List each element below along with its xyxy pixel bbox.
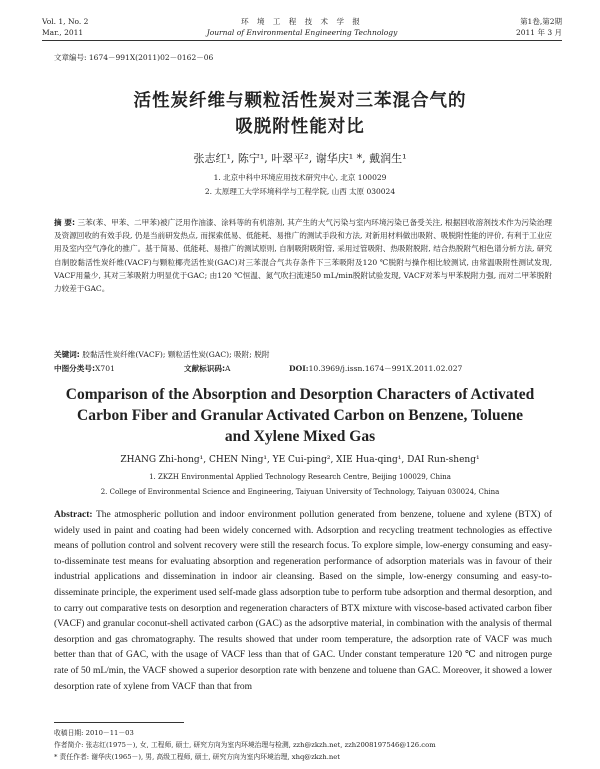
clc-value: X701 xyxy=(95,364,115,373)
header-journal-en: Journal of Environmental Engineering Technology xyxy=(206,28,398,37)
chinese-title xyxy=(60,88,540,140)
chinese-title-line-2: 吸脱附性能对比 xyxy=(235,117,365,137)
doi-value: 10.3969/j.issn.1674－991X.2011.02.027 xyxy=(308,364,463,373)
english-title xyxy=(40,384,560,447)
chinese-abstract xyxy=(54,216,552,295)
doc-code-value: A xyxy=(225,364,231,373)
english-abstract-text: The atmospheric pollution and indoor environment pollution generated from benzene, toluene and xylene (BTX) of widely used in paint and coating had been widely concerned with. Adsorption and recycling treatment technologies as effective means of pollution control and solvent recovery were still the research focus. To explore simple, low-energy consuming and easy-to-disseminate test means for evaluating absorption and regeneration performance of adsorption materials was in favour of their industrial applications and dissemination in indoor air cleansing. Based on the simple, low-energy consuming and easy-to-disseminate principle, the experiment used self-made glass adsorption tube to perform tube adsorption and thermal desorption, and to carry out comparative tests on desorption and regeneration characters of BTX mixture with viscose-based activated carbon fiber (VACF) and granular coconut-shell activated carbon (GAC) as the adsorptive material, in combination with the analysis of thermal desorption and gas chromatography. The results showed that under room temperature, the adsorption rate of VACF was much better than that of GAC, with the usage of VACF less than that of GAC. Under constant temperature 120 ℃ and nitrogen purge rate of 50 mL/min, the VACF showed a superior desorption rate with benzene and toluene than GAC. Moreover, it showed a lower desorption rate of xylene from VACF than that from xyxy=(54,510,552,692)
doc-code-label: 文献标识码: xyxy=(184,364,226,373)
footnote-author-info: 作者简介: 张志红(1975－), 女, 工程师, 硕士, 研究方向为室内环境治理与检测, zzh@zkzh.net, zzh2008197546@126.com xyxy=(54,741,436,749)
english-abstract-label: Abstract: xyxy=(54,510,93,520)
english-title-line-3: and Xylene Mixed Gas xyxy=(224,428,376,445)
chinese-abstract-text: 三苯(苯、甲苯、二甲苯)被广泛用作油漆、涂料等的有机溶剂, 其产生的大气污染与室内环境污染已备受关注, 根据回收溶剂技术作为污染治理及资源回收的有效手段, 仍是当前研发热点, 而探索低易、低能耗、易推广的测试手段和方法, 对新用材料做出吸附、吸脱附性能的评价, 有利于工业应用及室内空气净化的推广。基于简易、低能耗、易推广的测试原则, 自制吸附吸附管, 采用过管吸附、热吸附脱附, 结合热脱附气相色谱分析方法, 研究自制胶黏活性炭纤维(VACF)与颗粒椰壳活性炭(GAC)对三苯混合气共存条件下三苯吸附及120 ℃脱附与操作相比较测试, 由常温吸附性测试发现, VACF用量少, 其对三苯吸附力明显优于GAC; 由120 ℃恒温、氮气吹扫流速50 mL/min脱附试验发现, VACF对苯与甲苯脱附力强, 而对二甲苯脱附力较差于GAC。 xyxy=(54,218,552,294)
header-date-zh: 2011 年 3 月 xyxy=(515,28,562,37)
footnote-rule xyxy=(54,722,184,723)
header-issue-block xyxy=(516,16,562,38)
chinese-title-line-1: 活性炭纤维与颗粒活性炭对三苯混合气的 xyxy=(133,91,467,111)
article-number: 文章编号: 1674－991X(2011)02－0162－06 xyxy=(54,53,214,62)
english-affiliation-1: 1. ZKZH Environmental Applied Technology Research Centre, Beijing 100029, China xyxy=(149,473,451,481)
footnote-corresponding: * 责任作者: 谢华庆(1965－), 男, 高级工程师, 硕士, 研究方向为室内环境治理, xhq@zkzh.net xyxy=(54,753,341,761)
doc-code-block xyxy=(184,363,231,374)
footnote-received: 收稿日期: 2010－11－03 xyxy=(54,729,134,737)
chinese-affiliation-1: 1. 北京中科中环境应用技术研究中心, 北京 100029 xyxy=(213,173,387,182)
english-authors: ZHANG Zhi-hong¹, CHEN Ning¹, YE Cui-ping², XIE Hua-qing¹, DAI Run-sheng¹ xyxy=(120,455,480,465)
chinese-abstract-label: 摘 要: xyxy=(54,218,76,227)
header-issue-zh: 第1卷,第2期 xyxy=(520,17,562,26)
chinese-keywords xyxy=(54,349,552,360)
clc-block xyxy=(54,363,115,374)
header-rule xyxy=(42,40,562,41)
header-volume: Vol. 1, No. 2 xyxy=(42,17,89,26)
chinese-keywords-text: 胶黏活性炭纤维(VACF); 颗粒活性炭(GAC); 吸附; 脱附 xyxy=(82,350,270,359)
chinese-keywords-label: 关键词: xyxy=(54,350,80,359)
doi-block xyxy=(289,363,462,374)
doi-label: DOI: xyxy=(289,364,309,373)
english-title-line-1: Comparison of the Absorption and Desorption Characters of Activated xyxy=(65,386,535,403)
header-journal-zh: 环 境 工 程 技 术 学 报 xyxy=(241,17,363,26)
english-affiliation-2: 2. College of Environmental Science and Engineering, Taiyuan University of Technology, Taiyuan 030024, China xyxy=(100,488,500,496)
clc-label: 中图分类号: xyxy=(54,364,96,373)
chinese-authors: 张志红¹, 陈宁¹, 叶翠平², 谢华庆¹ *, 戴润生¹ xyxy=(193,152,407,165)
header-date-en: Mar., 2011 xyxy=(42,28,84,37)
chinese-affiliation-2: 2. 太原理工大学环境科学与工程学院, 山西 太原 030024 xyxy=(204,187,396,196)
english-title-line-2: Carbon Fiber and Granular Activated Carbon on Benzene, Toluene xyxy=(77,407,523,424)
english-abstract xyxy=(54,508,552,695)
